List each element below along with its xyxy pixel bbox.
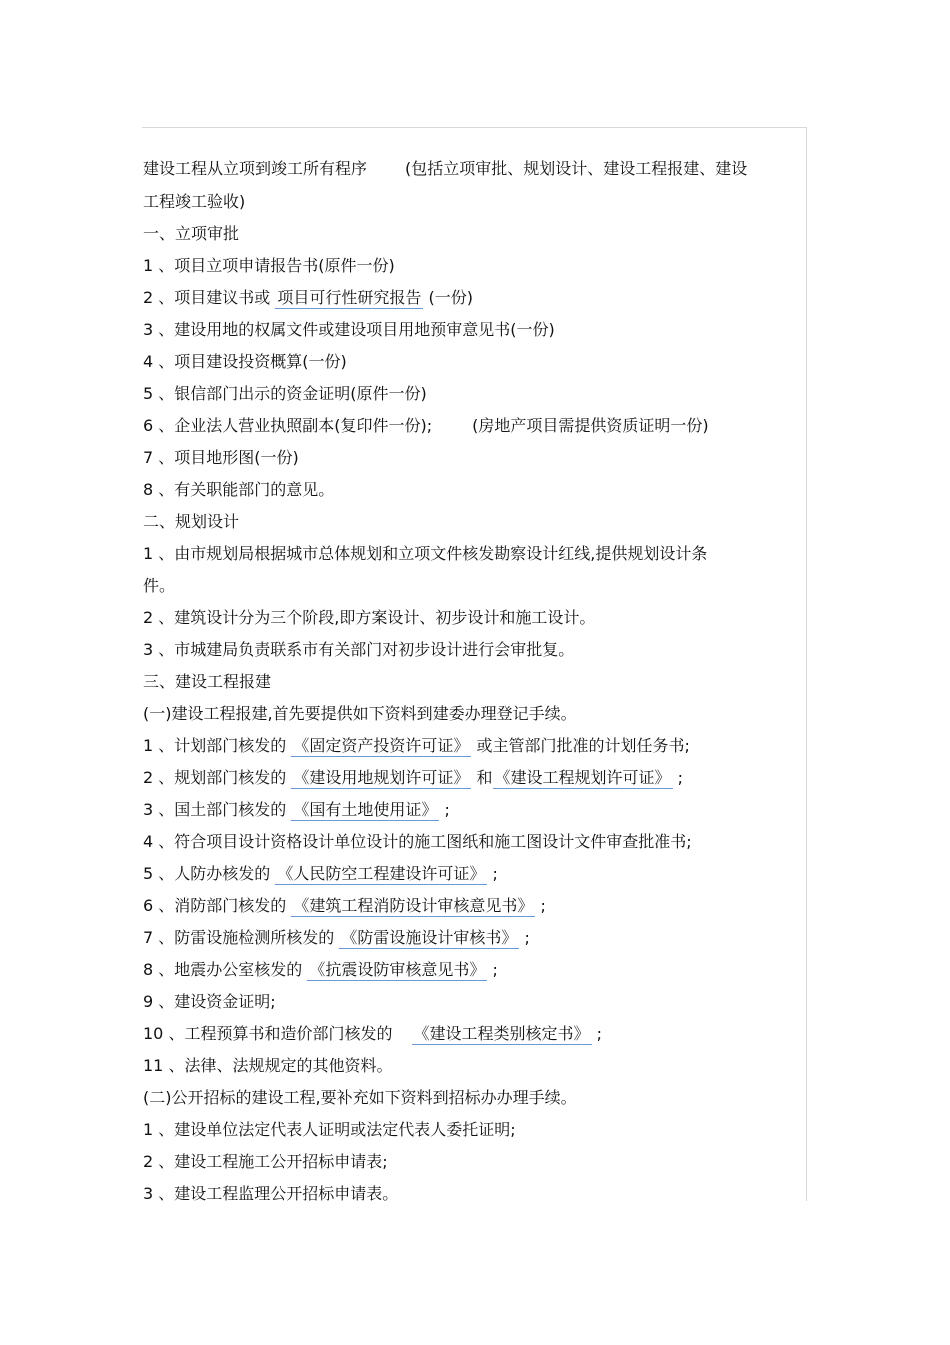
subsection-heading: (二)公开招标的建设工程,要补充如下资料到招标办办理手续。 (143, 1088, 577, 1107)
land-use-certificate-link[interactable]: 《国有土地使用证》 (293, 800, 438, 819)
document-title: 建设工程从立项到竣工所有程序 (包括立项审批、规划设计、建设工程报建、建设 (143, 159, 748, 178)
list-item: 9 、建设资金证明; (143, 992, 276, 1011)
list-item: 5 、人防办核发的 《人民防空工程建设许可证》 ; (143, 864, 498, 883)
fixed-asset-permit-link[interactable]: 《固定资产投资许可证》 (293, 736, 470, 755)
list-item: 3 、建设用地的权属文件或建设项目用地预审意见书(一份) (143, 320, 555, 339)
list-item-cont: 件。 (143, 576, 176, 595)
list-item: 1 、建设单位法定代表人证明或法定代表人委托证明; (143, 1120, 516, 1139)
construction-planning-permit-link[interactable]: 《建设工程规划许可证》 (494, 768, 671, 787)
section-heading-3: 三、建设工程报建 (143, 672, 272, 691)
list-item: 1 、项目立项申请报告书(原件一份) (143, 256, 395, 275)
list-item: 4 、项目建设投资概算(一份) (143, 352, 347, 371)
document-title-cont: 工程竣工验收) (143, 192, 246, 211)
list-item: 2 、建筑设计分为三个阶段,即方案设计、初步设计和施工设计。 (143, 608, 596, 627)
civil-defense-permit-link[interactable]: 《人民防空工程建设许可证》 (277, 864, 486, 883)
list-item: 6 、企业法人营业执照副本(复印件一份); (房地产项目需提供资质证明一份) (143, 416, 709, 435)
list-item: 2 、项目建议书或 项目可行性研究报告 (一份) (143, 288, 473, 307)
list-item: 5 、银信部门出示的资金证明(原件一份) (143, 384, 427, 403)
list-item: 11 、法律、法规规定的其他资料。 (143, 1056, 393, 1075)
list-item: 1 、由市规划局根据城市总体规划和立项文件核发勘察设计红线,提供规划设计条 (143, 544, 708, 563)
list-item: 1 、计划部门核发的 《固定资产投资许可证》 或主管部门批准的计划任务书; (143, 736, 690, 755)
section-heading-1: 一、立项审批 (143, 224, 240, 243)
list-item: 6 、消防部门核发的 《建筑工程消防设计审核意见书》 ; (143, 896, 546, 915)
list-item: 4 、符合项目设计资格设计单位设计的施工图纸和施工图设计文件审查批准书; (143, 832, 692, 851)
list-item: 2 、建设工程施工公开招标申请表; (143, 1152, 388, 1171)
seismic-review-opinion-link[interactable]: 《抗震设防审核意见书》 (309, 960, 486, 979)
list-item: 7 、防雷设施检测所核发的 《防雷设施设计审核书》 ; (143, 928, 530, 947)
list-item: 8 、地震办公室核发的 《抗震设防审核意见书》 ; (143, 960, 498, 979)
lightning-protection-review-link[interactable]: 《防雷设施设计审核书》 (341, 928, 518, 947)
project-category-certificate-link[interactable]: 《建设工程类别核定书》 (413, 1024, 590, 1043)
list-item: 3 、市城建局负责联系市有关部门对初步设计进行会审批复。 (143, 640, 575, 659)
list-item: 8 、有关职能部门的意见。 (143, 480, 335, 499)
list-item: 10 、工程预算书和造价部门核发的 《建设工程类别核定书》 ; (143, 1024, 603, 1043)
document-body (143, 152, 793, 1210)
feasibility-report-link[interactable]: 项目可行性研究报告 (277, 288, 422, 307)
fire-review-opinion-link[interactable]: 《建筑工程消防设计审核意见书》 (293, 896, 534, 915)
list-item: 3 、国土部门核发的 《国有土地使用证》 ; (143, 800, 450, 819)
section-heading-2: 二、规划设计 (143, 512, 240, 531)
list-item: 3 、建设工程监理公开招标申请表。 (143, 1184, 399, 1203)
list-item: 7 、项目地形图(一份) (143, 448, 299, 467)
subsection-heading: (一)建设工程报建,首先要提供如下资料到建委办理登记手续。 (143, 704, 577, 723)
land-use-permit-link[interactable]: 《建设用地规划许可证》 (293, 768, 470, 787)
list-item: 2 、规划部门核发的 《建设用地规划许可证》 和 《建设工程规划许可证》 ; (143, 768, 683, 787)
